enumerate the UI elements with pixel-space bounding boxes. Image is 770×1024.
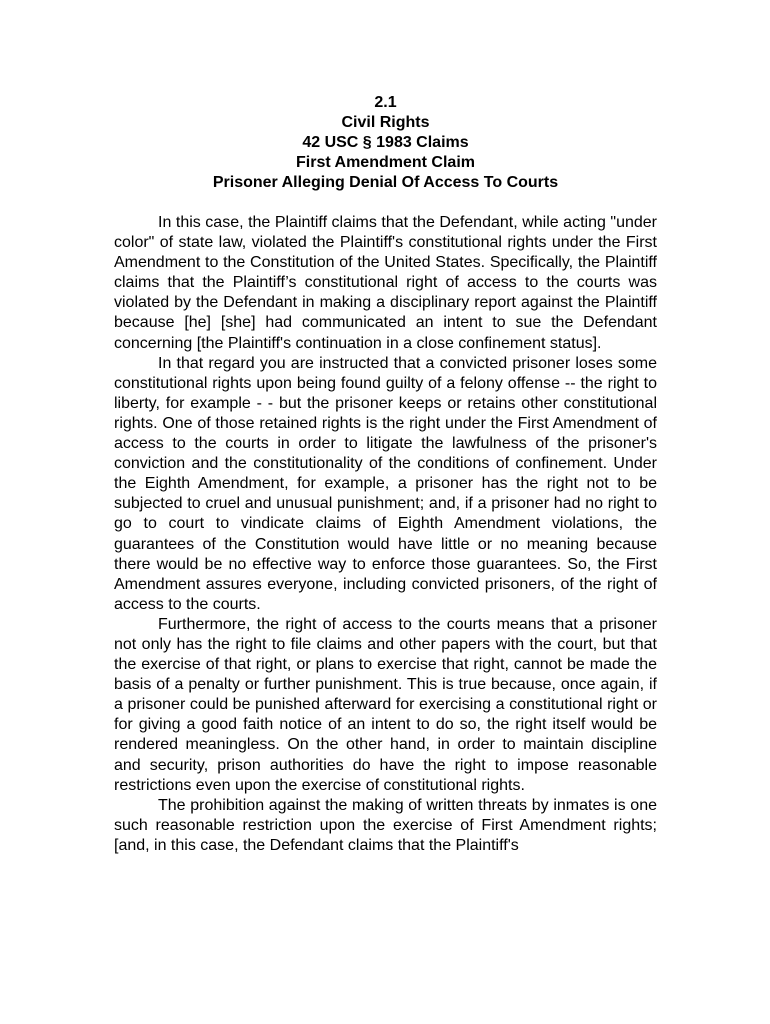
document-body bbox=[114, 213, 657, 856]
section-number: 2.1 bbox=[374, 94, 397, 111]
paragraph-2: In that regard you are instructed that a convicted prisoner loses some constitutional rights upon being found guilty of a felony offense -- the right to liberty, for example - - but the prisoner keeps or retains other constitutional rights. One of those retained rights is the right under the First Amendment of access to the courts in order to litigate the lawfulness of the prisoner's conviction and the constitutionality of the conditions of confinement. Under the Eighth Amendment, for example, a prisoner has the right not to be subjected to cruel and unusual punishment; and, if a prisoner had no right to go to court to vindicate claims of Eighth Amendment violations, the guarantees of the Constitution would have little or no meaning because there would be no effective way to enforce those guarantees. So, the First Amendment assures everyone, including convicted prisoners, of the right of access to the courts. bbox=[114, 354, 657, 613]
section-statute: 42 USC § 1983 Claims bbox=[302, 134, 469, 151]
document-page bbox=[114, 93, 657, 856]
paragraph-1: In this case, the Plaintiff claims that the Defendant, while acting "under color" of state law, violated the Plaintiff's constitutional rights under the First Amendment to the Constitution of the United States. Specifically, the Plaintiff claims that the Plaintiff’s constitutional right of access to the courts was violated by the Defendant in making a disciplinary report against the Plaintiff because [he] [she] had communicated an intent to sue the Defendant concerning [the Plaintiff's continuation in a close confinement status]. bbox=[114, 214, 657, 352]
paragraph-3: Furthermore, the right of access to the courts means that a prisoner not only has the right to file claims and other papers with the court, but that the exercise of that right, or plans to exercise that right, cannot be made the basis of a penalty or further punishment. This is true because, once again, if a prisoner could be punished afterward for exercising a constitutional right or for giving a good faith notice of an intent to do so, the right itself would be rendered meaningless. On the other hand, in order to maintain discipline and security, prison authorities do have the right to impose reasonable restrictions even upon the exercise of constitutional rights. bbox=[114, 615, 657, 794]
paragraph-4: The prohibition against the making of written threats by inmates is one such reasonable restriction upon the exercise of First Amendment rights; [and, in this case, the Defendant claims that the Plaintiff's bbox=[114, 796, 657, 854]
section-subject: Prisoner Alleging Denial Of Access To Courts bbox=[212, 174, 559, 191]
section-category: Civil Rights bbox=[341, 114, 430, 131]
section-claim: First Amendment Claim bbox=[296, 154, 475, 171]
document-heading bbox=[114, 93, 657, 193]
